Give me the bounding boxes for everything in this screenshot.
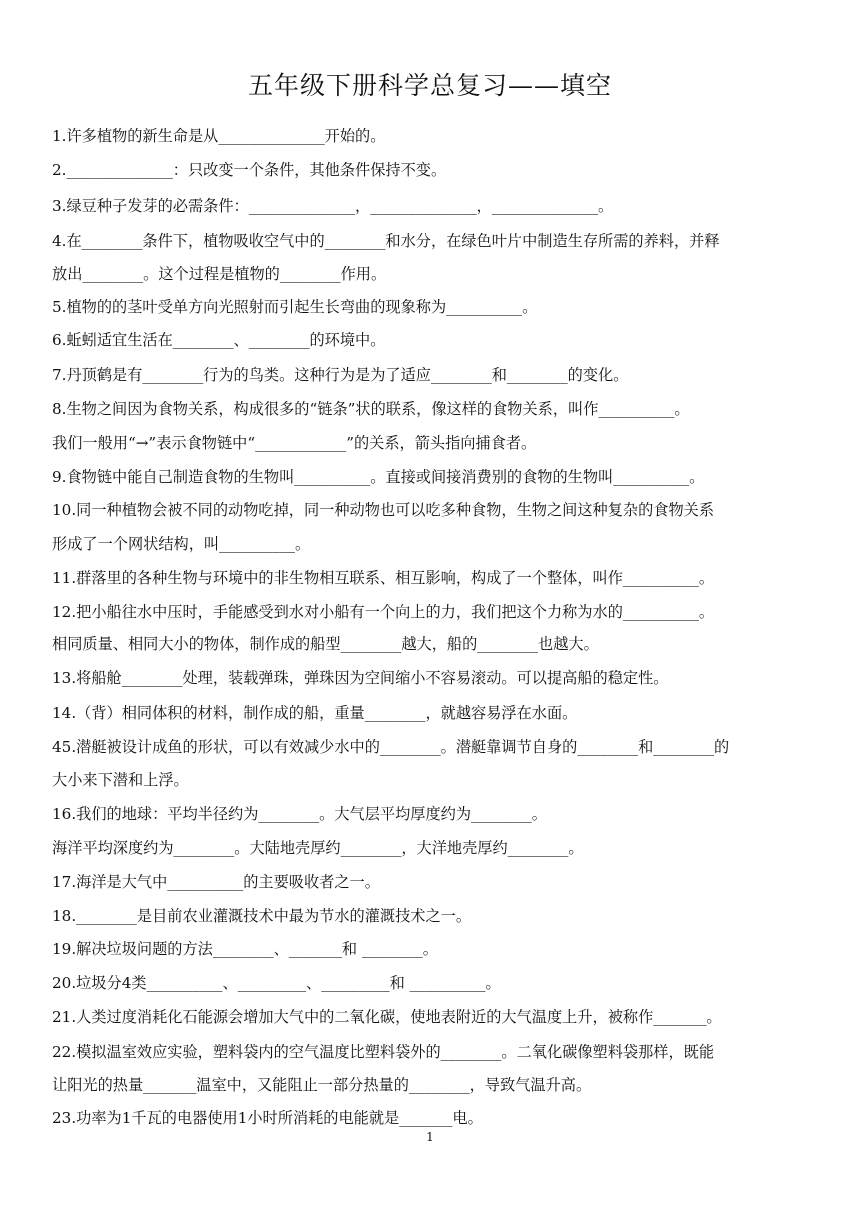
page-title: 五年级下册科学总复习——填空: [247, 71, 612, 100]
text-line-6: 5.植物的的茎叶受单方向光照射而引起生长弯曲的现象称为__________。: [52, 298, 538, 316]
text-line-2: 2.______________：只改变一个条件，其他条件保持不变。: [52, 161, 447, 179]
text-line-25: 19.解决垃圾问题的方法________、_______和 ________。: [52, 940, 438, 958]
text-line-19: 45.潜艇被设计成鱼的形状，可以有效减少水中的________。潜艇靠调节自身的________和________的: [52, 738, 730, 756]
text-line-5: 放出________。这个过程是植物的________作用。: [52, 265, 387, 283]
text-line-29: 让阳光的热量_______温室中，又能阻止一部分热量的________，导致气温升高。: [52, 1076, 592, 1094]
text-line-16: 相同质量、相同大小的物体，制作成的船型________越大，船的________也越大。: [52, 635, 599, 653]
page-number: 1: [426, 1130, 434, 1144]
text-line-15: 12.把小船往水中压时，手能感受到水对小船有一个向上的力，我们把这个力称为水的__________。: [52, 603, 715, 621]
text-line-14: 11.群落里的各种生物与环境中的非生物相互联系、相互影响，构成了一个整体，叫作__________。: [52, 569, 715, 587]
text-line-1: 1.许多植物的新生命是从______________开始的。: [52, 127, 386, 145]
text-line-26: 20.垃圾分4类__________、_________、_________和 __________。: [52, 974, 501, 992]
text-line-22: 海洋平均深度约为________。大陆地壳厚约________，大洋地壳厚约________。: [52, 839, 584, 857]
text-line-23: 17.海洋是大气中__________的主要吸收者之一。: [52, 873, 380, 891]
text-line-24: 18.________是目前农业灌溉技术中最为节水的灌溉技术之一。: [52, 907, 472, 925]
text-line-12: 10.同一种植物会被不同的动物吃掉，同一种动物也可以吃多种食物，生物之间这种复杂的食物关系: [52, 501, 715, 519]
text-line-17: 13.将船舱________处理，装载弹珠，弹珠因为空间缩小不容易滚动。可以提高船的稳定性。: [52, 669, 669, 687]
text-line-4: 4.在________条件下，植物吸收空气中的________和水分，在绿色叶片中制造生存所需的养料，并释: [52, 232, 720, 250]
text-line-11: 9.食物链中能自己制造食物的生物叫__________。直接或间接消费别的食物的生物叫__________。: [52, 468, 705, 486]
text-line-7: 6.蚯蚓适宜生活在________、________的环境中。: [52, 331, 386, 349]
text-line-21: 16.我们的地球：平均半径约为________。大气层平均厚度约为________。: [52, 805, 547, 823]
text-line-8: 7.丹顶鹤是有________行为的鸟类。这种行为是为了适应________和________的变化。: [52, 366, 629, 384]
text-line-20: 大小来下潜和上浮。: [52, 771, 189, 789]
text-line-13: 形成了一个网状结构，叫__________。: [52, 535, 311, 553]
text-line-10: 我们一般用“→”表示食物链中“____________”的关系，箭头指向捕食者。: [52, 434, 537, 452]
text-line-18: 14.（背）相同体积的材料，制作成的船，重量________，就越容易浮在水面。: [52, 704, 578, 722]
text-line-27: 21.人类过度消耗化石能源会增加大气中的二氧化碳，使地表附近的大气温度上升，被称作_______。: [52, 1008, 722, 1026]
text-line-28: 22.模拟温室效应实验，塑料袋内的空气温度比塑料袋外的________。二氧化碳像塑料袋那样，既能: [52, 1043, 715, 1061]
text-line-3: 3.绿豆种子发芽的必需条件：______________，______________，______________。: [52, 197, 614, 215]
text-line-30: 23.功率为1千瓦的电器使用1小时所消耗的电能就是_______电。: [52, 1109, 483, 1127]
text-line-9: 8.生物之间因为食物关系，构成很多的“链条”状的联系，像这样的食物关系，叫作__________。: [52, 400, 690, 418]
